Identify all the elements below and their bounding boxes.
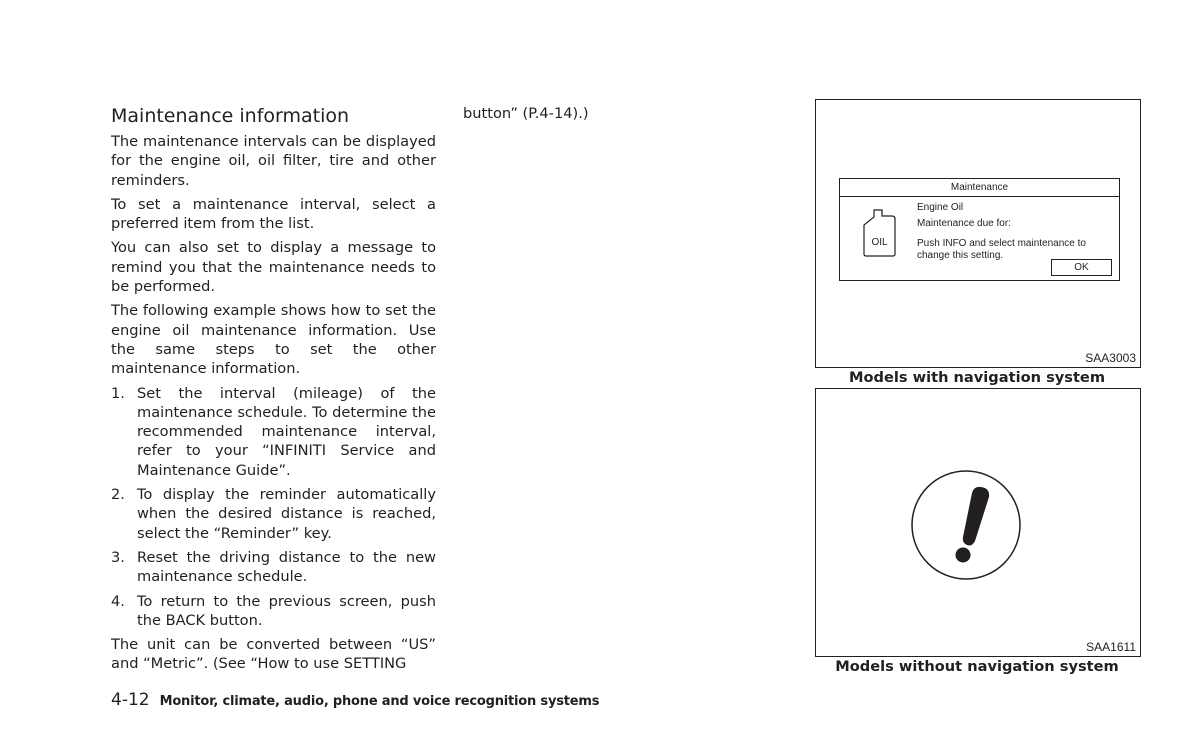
step-text: To display the reminder automatically when the desired distance is reached, select the “Reminder” key.	[137, 486, 436, 542]
step-item	[111, 592, 436, 631]
step-text: To return to the previous screen, push the BACK button.	[137, 592, 436, 629]
dialog-line-due: Maintenance due for:	[917, 218, 1011, 229]
paragraph: The following example shows how to set the engine oil maintenance information. Use the same steps to set the other maintenance information.	[111, 302, 436, 378]
step-text: Set the interval (mileage) of the maintenance schedule. To determine the recommended maintenance interval, refer to your “INFINITI Service and Maintenance Guide”.	[137, 384, 436, 479]
dialog-line-instruction: Push INFO and select maintenance to change this setting.	[917, 238, 1086, 261]
step-number: 1.	[111, 384, 125, 402]
figure-warning	[815, 388, 1141, 657]
left-column	[111, 104, 436, 679]
page-number: 4-12	[111, 690, 150, 710]
dialog-body	[840, 197, 1119, 281]
page-footer	[111, 690, 599, 710]
warning-icon	[910, 469, 1022, 581]
figure-code: SAA3003	[1085, 351, 1136, 365]
closing-paragraph: The unit can be converted between “US” and “Metric”. (See “How to use SETTING	[111, 636, 436, 673]
paragraph: The maintenance intervals can be displayed for the engine oil, oil filter, tire and other reminders.	[111, 133, 436, 189]
dialog-title: Maintenance	[840, 179, 1119, 197]
step-item	[111, 384, 436, 480]
figure-caption: Models without navigation system	[835, 658, 1119, 675]
figure-navigation-screen	[815, 99, 1141, 368]
step-text: Reset the driving distance to the new maintenance schedule.	[137, 548, 436, 586]
oil-icon-label: OIL	[871, 237, 888, 248]
ok-button[interactable]: OK	[1051, 259, 1112, 276]
step-number: 3.	[111, 548, 125, 566]
section-title: Monitor, climate, audio, phone and voice recognition systems	[159, 694, 600, 709]
middle-column	[463, 104, 783, 123]
paragraph: You can also set to display a message to remind you that the maintenance needs to be performed.	[111, 239, 436, 296]
section-heading: Maintenance information	[111, 105, 350, 127]
maintenance-dialog	[839, 178, 1120, 281]
oil-can-icon	[862, 207, 898, 257]
figure-caption: Models with navigation system	[848, 369, 1106, 386]
step-number: 4.	[111, 592, 125, 610]
step-number: 2.	[111, 486, 125, 504]
step-item	[111, 548, 436, 587]
step-item	[111, 485, 436, 543]
paragraph: To set a maintenance interval, select a preferred item from the list.	[111, 195, 436, 233]
continuation-text: button” (P.4-14).)	[463, 105, 589, 122]
figure-code: SAA1611	[1086, 640, 1136, 654]
dialog-line-engine-oil: Engine Oil	[917, 202, 964, 213]
